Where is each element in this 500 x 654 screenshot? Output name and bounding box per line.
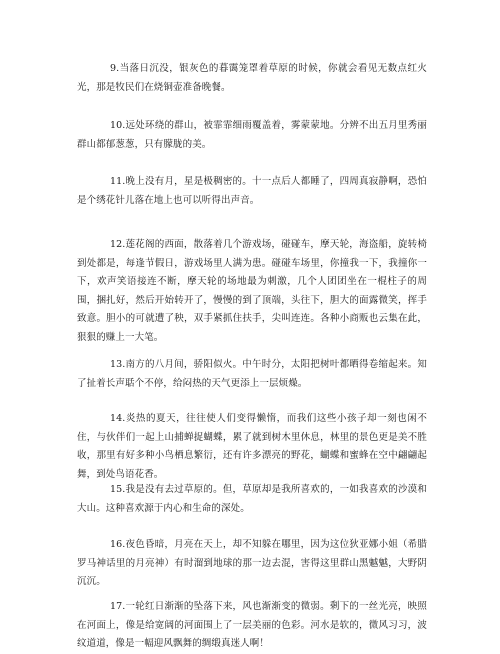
paragraph-13: 13.南方的八月间，骄阳似火。中午时分，太阳把树叶都晒得卷缩起来。知了扯着长声聒个不停，给闷热的天气更添上一层烦燥。 bbox=[77, 359, 427, 389]
paragraph-15: 15.我是没有去过草原的。但，草原却是我所喜欢的，一如我喜欢的沙漠和大山。这种喜欢源于内心和生命的深处。 bbox=[77, 484, 427, 514]
paragraph-17: 17.一轮红日渐渐的坠落下来，风也渐渐变的微弱。剩下的一丝光亮，映照在河面上，像是给宽阔的河面围上了一层美丽的色彩。河水是软的，微风习习，波纹道道，像是一幅迎风飘舞的绸缎真迷人啊！ bbox=[77, 601, 427, 649]
paragraph-14: 14.炎热的夏天，往往使人们变得懒惰，而我们这些小孩子却一刻也闲不住，与伙伴们一起上山捕蝉捉蝴蝶，累了就到树木里休息，林里的景色更是美不胜收，那里有好多种小鸟栖息繁衍，还有许多漂亮的野花，蝴蝶和蜜蜂在空中翩翩起舞，到处鸟语花香。 bbox=[77, 413, 427, 480]
paragraph-9: 9.当落日沉没，银灰色的暮霭笼罩着草原的时候，你就会看见无数点红火光，那是牧民们在烧铜壶准备晚餐。 bbox=[77, 63, 427, 93]
paragraph-16: 16.夜色昏暗，月亮在天上，却不知躲在哪里，因为这位狄亚娜小姐（希腊罗马神话里的月亮神）有时溜到地球的那一边去混，害得这里群山黑魆魆，大野阴沉沉。 bbox=[77, 539, 427, 587]
paragraph-11: 11.晚上没有月，星是极稠密的。十一点后人都睡了，四周真寂静啊，恐怕是个绣花针儿落在地上也可以听得出声音。 bbox=[77, 176, 427, 206]
paragraph-12: 12.莲花阁的西面，散落着几个游戏场，碰碰车，摩天轮，海盗船，旋转椅到处都是，每逢节假日，游戏场里人满为患。碰碰车场里，你撞我一下，我撞你一下，欢声笑语接连不断，摩天轮的场地最为刺激，几个人团团坐在一棍柱子的周围，捆扎好，然后开始转开了，慢慢的到了顶端，头往下，胆大的面露微笑，挥手致意。胆小的可就遭了秧，双手紧抓住扶手，尖叫连连。各种小商贩也云集在此，狠狠的赚上一大笔。 bbox=[77, 239, 427, 343]
paragraph-10: 10.远处环绕的群山，被霏霏细雨覆盖着，雾蒙蒙地。分辨不出五月里秀丽群山都郁葱葱，只有朦胧的美。 bbox=[77, 120, 427, 150]
